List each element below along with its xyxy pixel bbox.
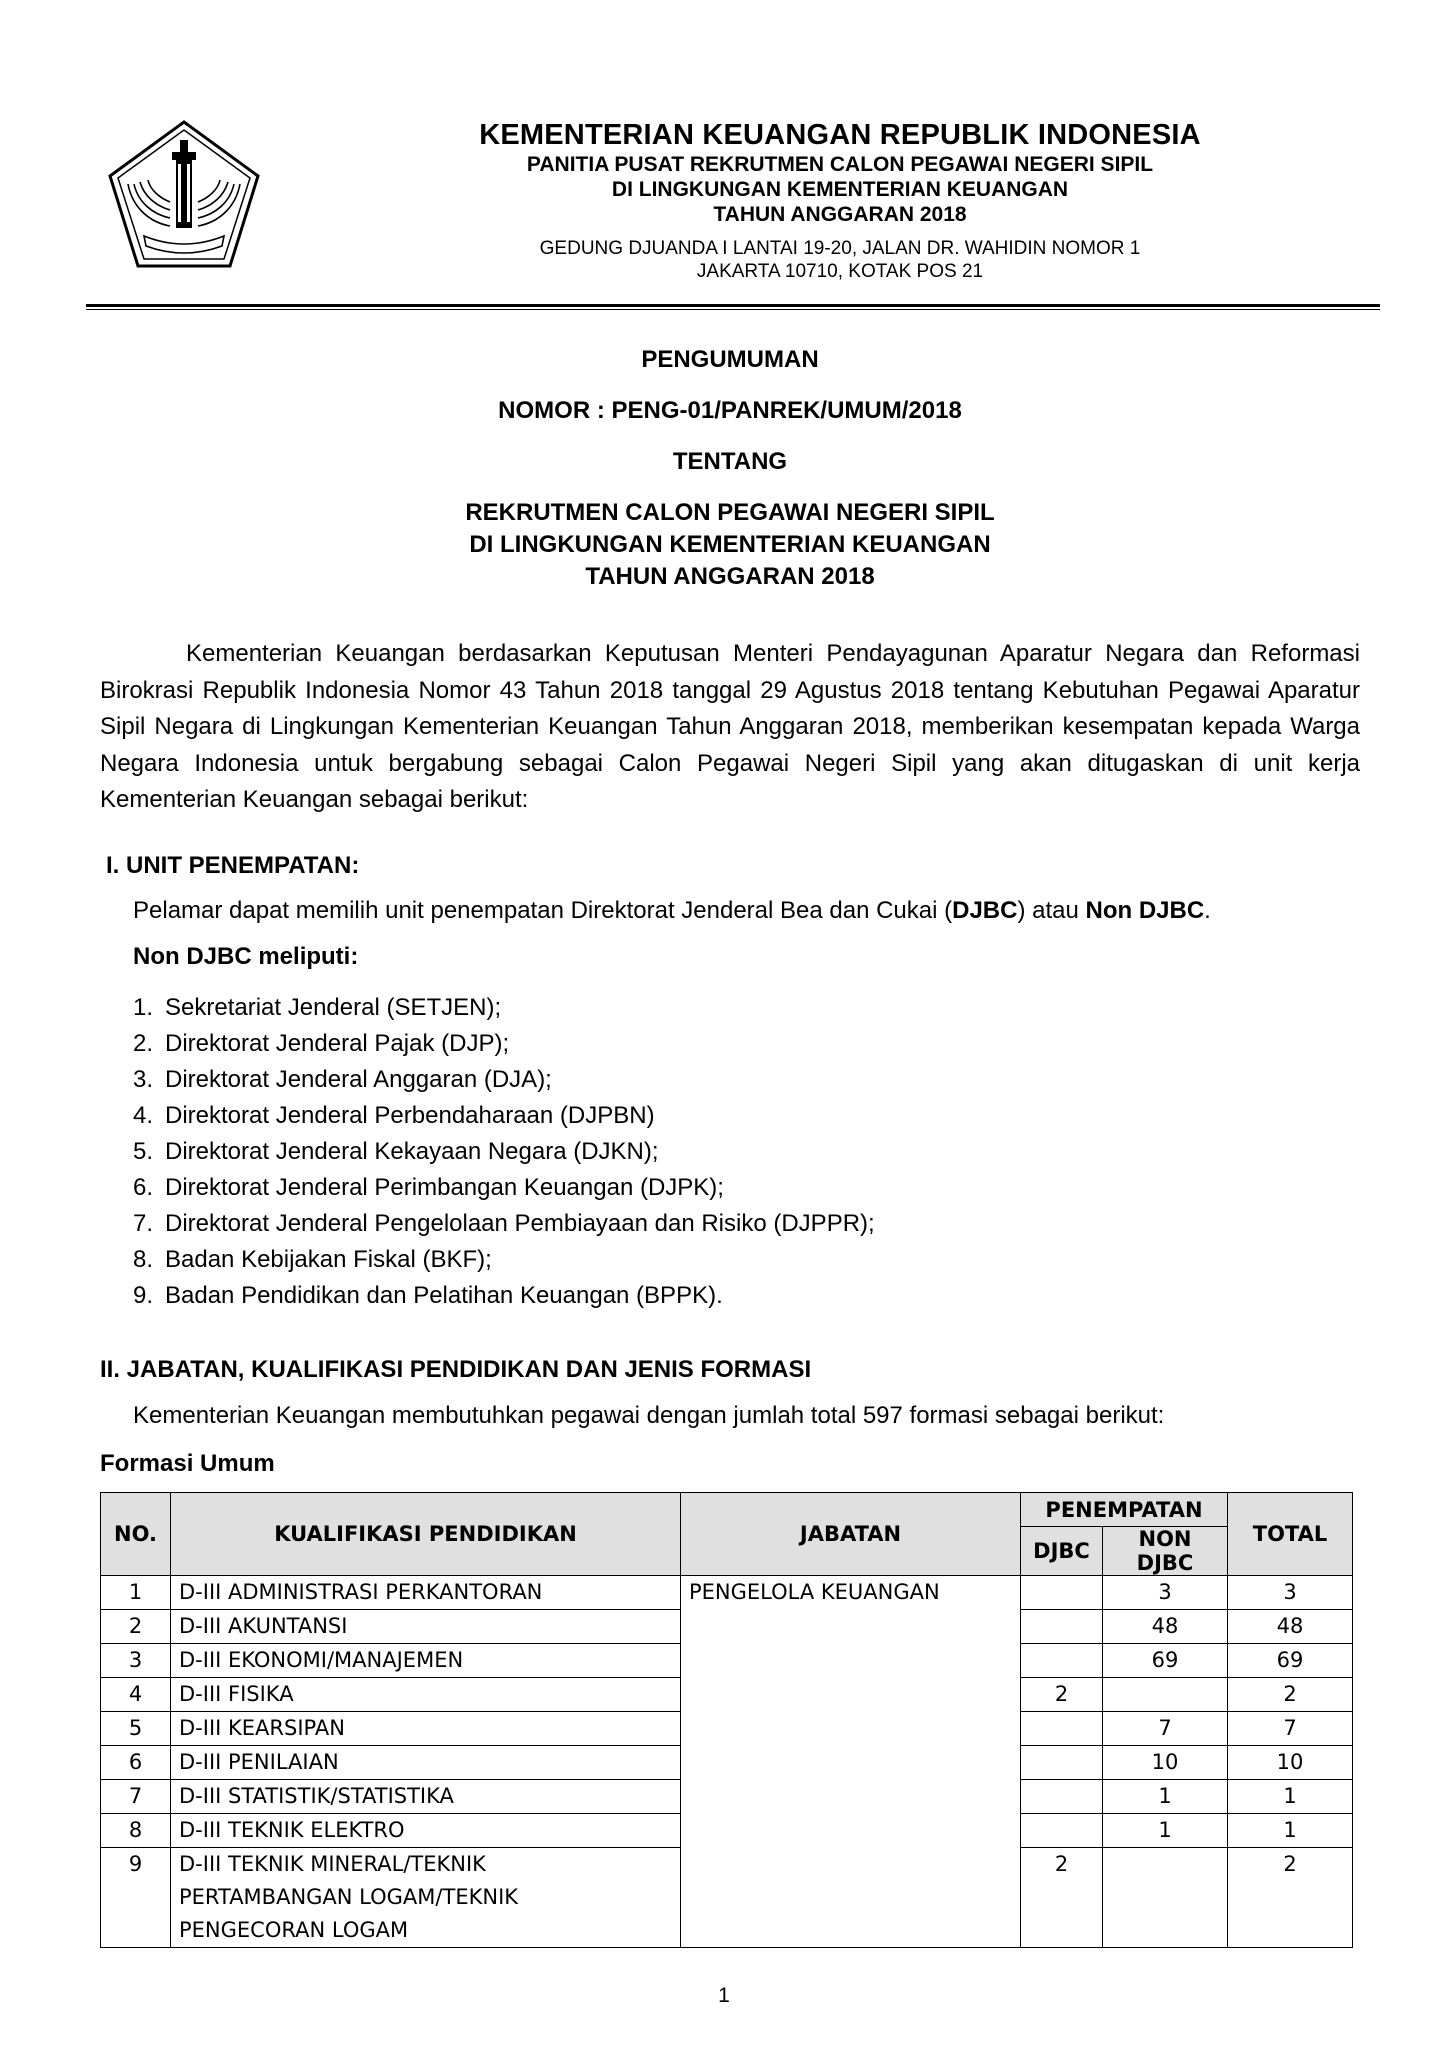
cell-total: 1 [1228,1780,1353,1814]
cell-no: 7 [101,1780,171,1814]
cell-kualifikasi: D-III PENILAIAN [171,1746,681,1780]
ministry-name: KEMENTERIAN KEUANGAN REPUBLIK INDONESIA [479,119,1201,151]
header-non-djbc: NON DJBC [1103,1527,1228,1576]
announcement-about: TENTANG [672,448,788,475]
cell-no: 6 [101,1746,171,1780]
cell-no: 2 [101,1610,171,1644]
cell-djbc [1021,1814,1103,1848]
page-number: 1 [718,1984,730,2007]
cell-non-djbc [1103,1848,1228,1948]
header-total: TOTAL [1228,1493,1353,1576]
ministry-logo-icon [104,118,264,272]
list-item: 6. Direktorat Jenderal Perimbangan Keuangan (DJPK); [133,1174,724,1201]
list-item: 1. Sekretariat Jenderal (SETJEN); [133,994,502,1021]
cell-kualifikasi: D-III TEKNIK ELEKTRO [171,1814,681,1848]
list-item: 8. Badan Kebijakan Fiskal (BKF); [133,1246,492,1273]
cell-total: 3 [1228,1576,1353,1610]
header-kualifikasi: KUALIFIKASI PENDIDIKAN [171,1493,681,1576]
cell-kualifikasi: D-III EKONOMI/MANAJEMEN [171,1644,681,1678]
cell-kualifikasi: D-III KEARSIPAN [171,1712,681,1746]
section-1-subheading: Non DJBC meliputi: [133,943,359,970]
cell-total: 69 [1228,1644,1353,1678]
cell-djbc [1021,1576,1103,1610]
cell-no: 3 [101,1644,171,1678]
table-row [101,1576,1353,1610]
section-2-heading: II. JABATAN, KUALIFIKASI PENDIDIKAN DAN JENIS FORMASI [100,1356,812,1383]
announcement-heading: PENGUMUMAN [641,346,819,373]
cell-no: 8 [101,1814,171,1848]
cell-total: 1 [1228,1814,1353,1848]
letterhead-rule-thick [86,304,1380,307]
cell-total: 7 [1228,1712,1353,1746]
list-item: 7. Direktorat Jenderal Pengelolaan Pembiayaan dan Risiko (DJPPR); [133,1210,875,1237]
letterhead-rule-thin [86,309,1380,310]
list-item: 9. Badan Pendidikan dan Pelatihan Keuangan (BPPK). [133,1282,723,1309]
committee-line-3: TAHUN ANGGARAN 2018 [713,203,967,226]
committee-line-2: DI LINGKUNGAN KEMENTERIAN KEUANGAN [611,178,1069,201]
cell-non-djbc: 1 [1103,1780,1228,1814]
cell-non-djbc [1103,1678,1228,1712]
subject-line-2: DI LINGKUNGAN KEMENTERIAN KEUANGAN [469,531,991,558]
cell-non-djbc: 3 [1103,1576,1228,1610]
cell-no: 4 [101,1678,171,1712]
letterhead [330,118,1350,283]
section-2-text: Kementerian Keuangan membutuhkan pegawai dengan jumlah total 597 formasi sebagai berikut: [133,1402,1165,1429]
cell-kualifikasi: D-III ADMINISTRASI PERKANTORAN [171,1576,681,1610]
subject-line-3: TAHUN ANGGARAN 2018 [585,563,875,590]
list-item: 2. Direktorat Jenderal Pajak (DJP); [133,1030,510,1057]
section-1-heading: I. UNIT PENEMPATAN: [106,852,360,879]
address-line-2: JAKARTA 10710, KOTAK POS 21 [696,261,984,282]
non-djbc-unit-list [133,990,875,1314]
list-item: 5. Direktorat Jenderal Kekayaan Negara (DJKN); [133,1138,659,1165]
cell-djbc: 2 [1021,1848,1103,1948]
cell-djbc [1021,1746,1103,1780]
cell-non-djbc: 10 [1103,1746,1228,1780]
committee-line-1: PANITIA PUSAT REKRUTMEN CALON PEGAWAI NEGERI SIPIL [526,153,1154,176]
cell-kualifikasi: D-III FISIKA [171,1678,681,1712]
formasi-umum-heading: Formasi Umum [100,1450,275,1477]
cell-djbc [1021,1712,1103,1746]
cell-non-djbc: 1 [1103,1814,1228,1848]
cell-non-djbc: 69 [1103,1644,1228,1678]
formasi-table [100,1492,1353,1948]
list-item: 4. Direktorat Jenderal Perbendaharaan (DJPBN) [133,1102,655,1129]
cell-kualifikasi: D-III STATISTIK/STATISTIKA [171,1780,681,1814]
subject-line-1: REKRUTMEN CALON PEGAWAI NEGERI SIPIL [465,499,995,526]
intro-paragraph: Kementerian Keuangan berdasarkan Keputusan Menteri Pendayagunan Aparatur Negara dan Reformasi Birokrasi Republik Indonesia Nomor 43 Tahun 2018 tanggal 29 Agustus 2018 tentang Kebutuhan Pegawai Aparatur Sipil Negara di Lingkungan Kementerian Keuangan Tahun Anggaran 2018, memberikan kesempatan kepada Warga Negara Indonesia untuk bergabung sebagai Calon Pegawai Negeri Sipil yang akan ditugaskan di unit kerja Kementerian Keuangan sebagai berikut: [100,640,1360,813]
cell-non-djbc: 7 [1103,1712,1228,1746]
cell-total: 10 [1228,1746,1353,1780]
cell-total: 2 [1228,1848,1353,1948]
address-line-1: GEDUNG DJUANDA I LANTAI 19-20, JALAN DR. WAHIDIN NOMOR 1 [539,238,1141,259]
list-item: 3. Direktorat Jenderal Anggaran (DJA); [133,1066,552,1093]
cell-djbc [1021,1610,1103,1644]
cell-no: 5 [101,1712,171,1746]
cell-non-djbc: 48 [1103,1610,1228,1644]
cell-djbc [1021,1780,1103,1814]
cell-no: 1 [101,1576,171,1610]
cell-kualifikasi: D-III AKUNTANSI [171,1610,681,1644]
announcement-number: NOMOR : PENG-01/PANREK/UMUM/2018 [498,397,962,424]
section-1-text: Pelamar dapat memilih unit penempatan Direktorat Jenderal Bea dan Cukai (DJBC) atau Non DJBC. [133,897,1211,924]
header-no: NO. [101,1493,171,1576]
cell-djbc [1021,1644,1103,1678]
header-jabatan: JABATAN [681,1493,1021,1576]
header-penempatan: PENEMPATAN [1021,1493,1228,1527]
header-djbc: DJBC [1021,1527,1103,1576]
cell-djbc: 2 [1021,1678,1103,1712]
cell-kualifikasi: D-III TEKNIK MINERAL/TEKNIK PERTAMBANGAN LOGAM/TEKNIK PENGECORAN LOGAM [171,1848,681,1948]
cell-no: 9 [101,1848,171,1948]
cell-jabatan: PENGELOLA KEUANGAN [681,1576,1021,1948]
cell-total: 48 [1228,1610,1353,1644]
cell-total: 2 [1228,1678,1353,1712]
